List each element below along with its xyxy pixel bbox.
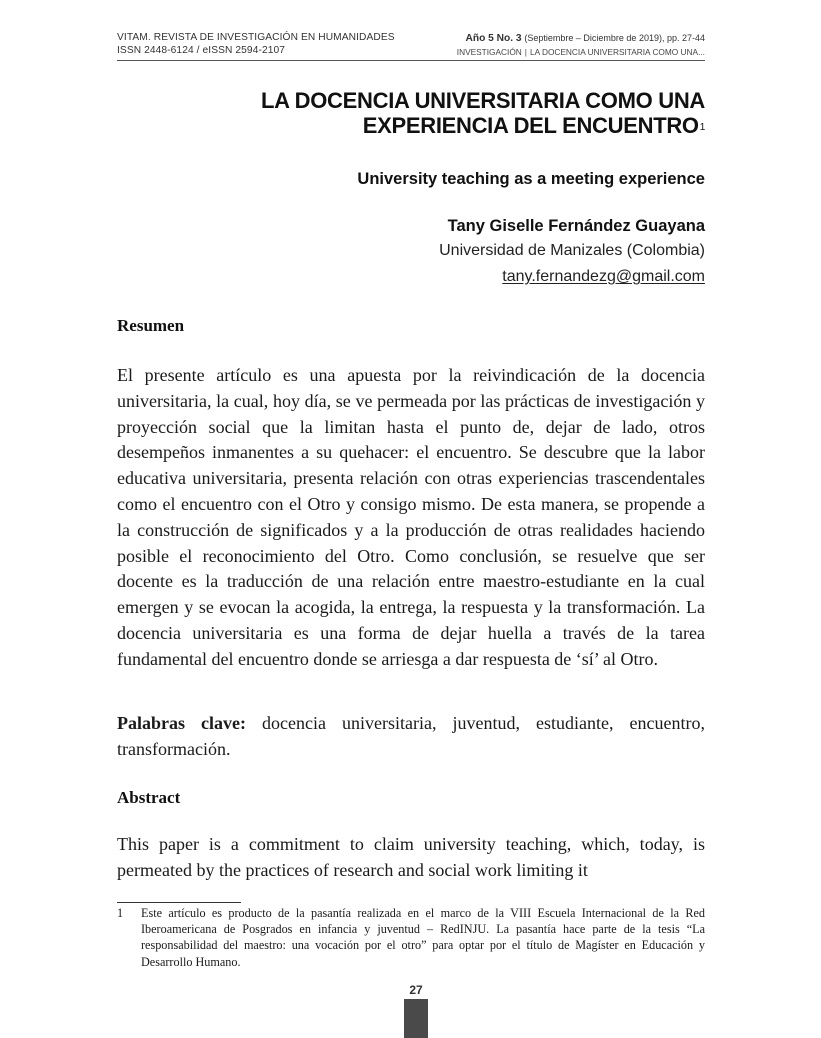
article-title [185,88,705,138]
title-footnote-mark[interactable]: 1 [699,122,705,133]
section-name: INVESTIGACIÓN [456,46,522,57]
journal-issn: ISSN 2448-6124 / eISSN 2594-2107 [117,44,286,56]
issue-number: Año 5 No. 3 [465,33,522,44]
title-line-2-text: EXPERIENCIA DEL ENCUENTRO [362,113,699,138]
section-line [457,46,705,59]
title-line-1: LA DOCENCIA UNIVERSITARIA COMO UNA [260,88,705,113]
author-name: Tany Giselle Fernández Guayana [447,217,705,235]
header-divider [117,60,705,61]
running-title: LA DOCENCIA UNIVERSITARIA COMO UNA... [529,46,705,57]
resumen-text: El presente artículo es una apuesta por la reivindicación de la docencia universitaria, la cual, hoy día, se ve permeada por las prácticas de investigación y proyección social que la limitan hasta el punto de, dejar de lado, otros desempeños inmanentes a su quehacer: el encuentro. Se descubre que la labor educativa universitaria, presenta relación con otras experiencias trascendentales como el encuentro con el Otro y consigo mismo. De esta manera, se propende a la construcción de significados y a la producción de otras realidades haciendo posible el reconocimiento del Otro. Como conclusión, se resuelve que ser docente es la traducción de una relación entre maestro-estudiante en la cual emergen y se evocan la acogida, la entrega, la respuesta y la transformación. La docencia universitaria es una forma de dejar huella a través de la tarea fundamental del encuentro donde se arriesga a dar respuesta de ‘sí’ al Otro. [117,365,705,669]
page-number: 27 [409,983,423,997]
footnote-number: 1 [117,906,124,920]
article-subtitle: University teaching as a meeting experience [357,170,705,188]
keywords-text: docencia universitaria, juventud, estudiante, encuentro, transformación. [117,713,706,759]
title-line-2 [185,113,705,138]
keywords-paragraph [117,711,705,763]
abstract-text: This paper is a commitment to claim university teaching, which, today, is permeated by the practices of research and social work limiting it [117,834,705,880]
abstract-heading: Abstract [117,788,181,807]
footnote [117,905,705,970]
author-email-link[interactable]: tany.fernandezg@gmail.com [502,268,705,285]
keywords-label: Palabras clave: [117,713,247,733]
footnote-divider [117,902,241,903]
running-header-right [457,32,705,58]
page-tab-marker [404,999,428,1038]
section-separator: | [524,46,527,57]
running-header-left [117,32,395,57]
footnote-text: Este artículo es producto de la pasantía realizada en el marco de la VIII Escuela Internacional de la Red Iberoamericana de Posgrados en infancia y juventud – RedINJU. La pasantía hace parte de la tesis “La responsabilidad del maestro: una vocación por el otro” para optar por el título de Magíster en Educación y Desarrollo Humano. [141,906,705,969]
issue-dates-pages: (Septiembre – Diciembre de 2019), pp. 27-44 [524,33,705,43]
issue-info [457,32,705,46]
resumen-heading: Resumen [117,316,185,335]
author-affiliation: Universidad de Manizales (Colombia) [439,242,705,259]
journal-name: VITAM. REVISTA DE INVESTIGACIÓN EN HUMANIDADES [117,32,395,43]
